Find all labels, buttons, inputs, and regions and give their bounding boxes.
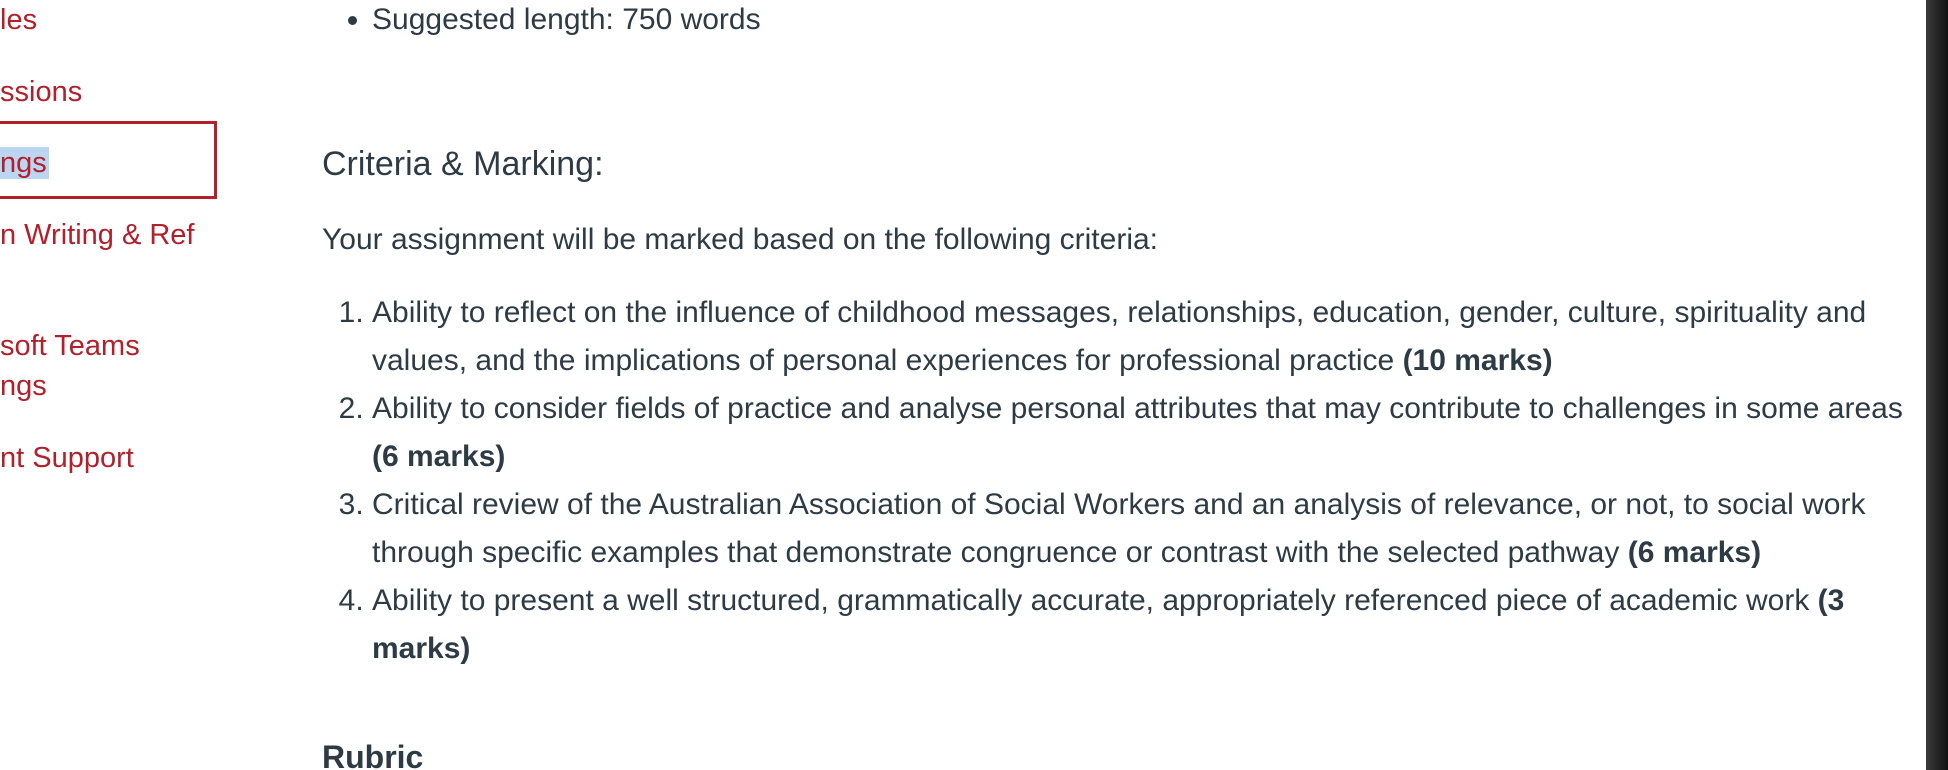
- details-list: [322, 0, 761, 44]
- window-edge: [1926, 0, 1948, 770]
- criteria-heading: Criteria & Marking:: [322, 145, 604, 183]
- criteria-text: Ability to reflect on the influence of childhood messages, relationships, education, gender, culture, spirituality and values, and the implications of personal experiences for professional practice: [372, 296, 1867, 377]
- course-nav-sidebar: [0, 0, 230, 770]
- criteria-item: [372, 385, 1927, 481]
- criteria-list: [322, 289, 1927, 673]
- sidebar-item-readings[interactable]: [0, 143, 49, 183]
- criteria-marks: (10 marks): [1402, 344, 1553, 377]
- criteria-marks: (3 marks): [372, 584, 1845, 665]
- criteria-marks: (6 marks): [372, 440, 506, 473]
- criteria-text: Ability to present a well structured, grammatically accurate, appropriately referenced piece of academic work: [372, 584, 1818, 617]
- criteria-text: Critical review of the Australian Association of Social Workers and an analysis of relevance, or not, to social work through specific examples that demonstrate congruence or contrast with the selected pathway: [372, 488, 1866, 569]
- sidebar-item-microsoft-teams[interactable]: soft Teams: [0, 330, 140, 362]
- sidebar-item-discussions[interactable]: ssions: [0, 76, 83, 108]
- list-item: • Suggested length: 750 words: [372, 0, 761, 44]
- sidebar-item-meetings[interactable]: ngs: [0, 370, 47, 402]
- criteria-item: [372, 481, 1927, 577]
- rubric-heading: Rubric: [322, 739, 424, 770]
- sidebar-item-readings-label: ngs: [0, 147, 47, 179]
- criteria-item: [372, 289, 1927, 385]
- sidebar-item-student-support[interactable]: nt Support: [0, 442, 134, 474]
- criteria-item: [372, 577, 1927, 673]
- sidebar-item-academic-writing[interactable]: n Writing & Ref: [0, 219, 195, 251]
- sidebar-item-modules[interactable]: les: [0, 4, 38, 36]
- criteria-text: Ability to consider fields of practice and analyse personal attributes that may contribute to challenges in some areas: [372, 392, 1903, 425]
- assignment-content: [322, 0, 1903, 770]
- criteria-intro: Your assignment will be marked based on the following criteria:: [322, 223, 1159, 256]
- criteria-marks: (6 marks): [1627, 536, 1762, 569]
